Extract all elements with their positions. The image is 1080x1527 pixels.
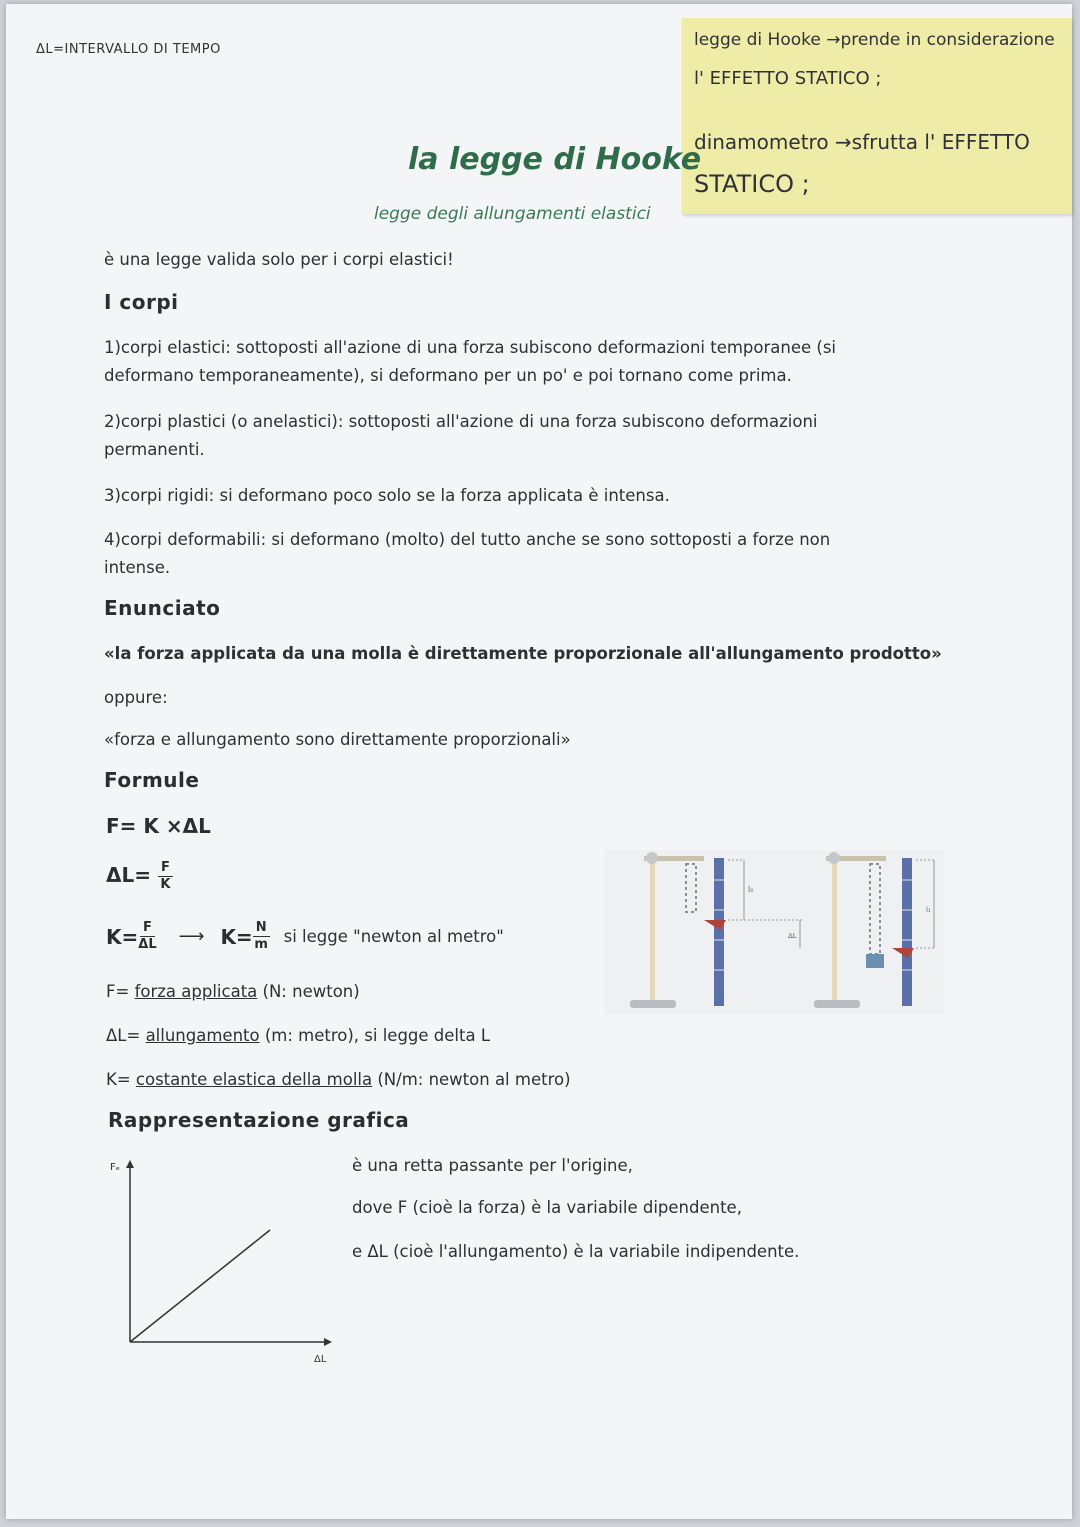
corpi-heading: I corpi — [104, 290, 179, 314]
formula-hooke: F= K ×ΔL — [106, 814, 211, 838]
formula-k-unit-fraction — [253, 920, 270, 953]
fraction-denominator: m — [254, 937, 268, 952]
fraction-denominator: K — [160, 877, 171, 892]
definition-k — [106, 1066, 571, 1094]
sticky-line-2: l' EFFETTO STATICO ; — [694, 68, 882, 89]
formula-delta-l-lhs: ΔL= — [106, 863, 151, 887]
formula-k-unit-lhs: K= — [220, 924, 253, 949]
corpi-item-1 — [104, 334, 836, 390]
label-l0: l₀ — [748, 885, 754, 894]
enunciato-oppure: oppure: — [104, 688, 168, 707]
enunciato-heading: Enunciato — [104, 596, 221, 620]
corpi-item-4 — [104, 526, 830, 582]
weight-icon — [866, 954, 884, 968]
arrow-icon: ⟶ — [178, 926, 205, 947]
formule-heading: Formule — [104, 768, 200, 792]
right-stand-knob — [828, 852, 840, 864]
definition-k-term: costante elastica della molla — [135, 1070, 373, 1089]
page-subtitle: legge degli allungamenti elastici — [374, 204, 651, 224]
definition-delta-l-term: allungamento — [145, 1026, 260, 1045]
right-stand-pole — [832, 858, 837, 1004]
label-delta-l: ΔL — [788, 932, 797, 940]
corpi-item-2-line-a: 2)corpi plastici (o anelastici): sottoposti all'azione di una forza subiscono deformazioni — [104, 412, 818, 431]
corpi-item-1-line-a: 1)corpi elastici: sottoposti all'azione di una forza subiscono deformazioni temporanee (si — [104, 338, 837, 357]
intro-text: è una legge valida solo per i corpi elastici! — [104, 250, 454, 269]
definition-delta-l — [106, 1022, 490, 1050]
definition-delta-l-label: ΔL= — [106, 1026, 141, 1045]
corpi-item-2 — [104, 408, 818, 464]
left-stand-knob — [646, 852, 658, 864]
definition-force-term: forza applicata — [134, 982, 258, 1001]
spring-illustration — [604, 850, 944, 1014]
fraction-numerator: F — [140, 920, 155, 937]
left-stand-pole — [650, 858, 655, 1004]
definition-force-rest: (N: newton) — [262, 982, 360, 1001]
corpi-item-3: 3)corpi rigidi: si deformano poco solo se la forza applicata è intensa. — [104, 486, 670, 505]
corpi-item-4-line-b: intense. — [104, 558, 171, 577]
corpi-item-4-line-a: 4)corpi deformabili: si deformano (molto) del tutto anche se sono sottoposti a forze non — [104, 530, 831, 549]
sticky-line-4: STATICO ; — [694, 170, 810, 198]
fraction-numerator: F — [158, 860, 173, 877]
enunciato-quote-1: «la forza applicata da una molla è direttamente proporzionale all'allungamento prodotto» — [104, 644, 942, 663]
hooke-graph — [106, 1156, 346, 1368]
grafica-line-3: e ΔL (cioè l'allungamento) è la variabile indipendente. — [352, 1242, 800, 1261]
sticky-line-1: legge di Hooke →prende in considerazione — [694, 30, 1055, 50]
sticky-note — [682, 18, 1072, 214]
formula-k-fraction — [138, 920, 156, 953]
corpi-item-2-line-b: permanenti. — [104, 440, 205, 459]
grafica-heading: Rappresentazione grafica — [108, 1108, 410, 1132]
definition-force-label: F= — [106, 982, 130, 1001]
formula-k-unit-note: si legge "newton al metro" — [283, 926, 504, 946]
formula-k-row — [106, 920, 504, 953]
sticky-line-3: dinamometro →sfrutta l' EFFETTO — [694, 130, 1030, 154]
label-l1: l₁ — [926, 906, 931, 914]
page-title: la legge di Hooke — [408, 142, 702, 177]
graph-y-label: Fₑ — [110, 1162, 120, 1173]
left-stand-base — [630, 1000, 676, 1008]
enunciato-quote-2: «forza e allungamento sono direttamente proporzionali» — [104, 730, 571, 749]
definition-force — [106, 978, 360, 1006]
definition-k-rest: (N/m: newton al metro) — [377, 1070, 571, 1089]
formula-delta-l — [106, 860, 173, 893]
graph-x-arrow-icon — [324, 1338, 332, 1346]
corner-note: ΔL=INTERVALLO DI TEMPO — [36, 42, 221, 57]
graph-line — [130, 1230, 270, 1342]
notebook-page — [6, 4, 1072, 1519]
formula-delta-l-fraction — [158, 860, 173, 893]
formula-k-lhs: K= — [106, 924, 139, 949]
fraction-denominator: ΔL — [138, 937, 157, 952]
fraction-numerator: N — [253, 920, 270, 937]
definition-k-label: K= — [106, 1070, 131, 1089]
graph-x-label: ΔL — [314, 1354, 327, 1365]
graph-y-arrow-icon — [126, 1160, 134, 1168]
corpi-item-1-line-b: deformano temporaneamente), si deformano per un po' e poi tornano come prima. — [104, 366, 792, 385]
definition-delta-l-rest: (m: metro), si legge delta L — [264, 1026, 491, 1045]
grafica-line-1: è una retta passante per l'origine, — [352, 1156, 633, 1175]
grafica-line-2: dove F (cioè la forza) è la variabile dipendente, — [352, 1198, 742, 1217]
right-stand-base — [814, 1000, 860, 1008]
